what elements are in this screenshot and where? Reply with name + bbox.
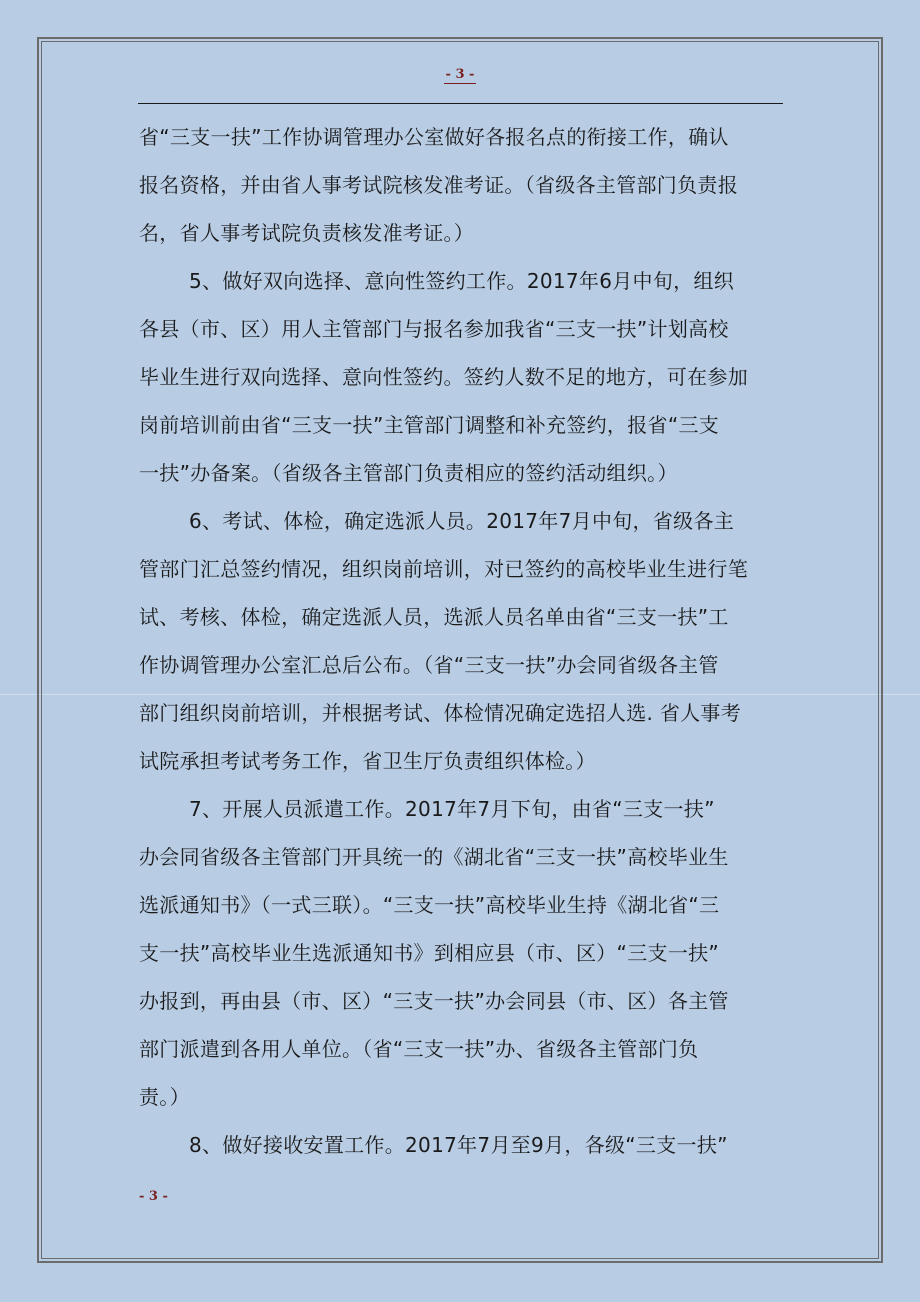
text-line: 管部门汇总签约情况，组织岗前培训，对已签约的高校毕业生进行笔: [139, 557, 748, 581]
text-line: 部门组织岗前培训，并根据考试、体检情况确定选招人选. 省人事考: [139, 701, 742, 725]
text-line: 试院承担考试考务工作，省卫生厅负责组织体检。）: [139, 749, 596, 773]
text-line: 省“三支一扶”工作协调管理办公室做好各报名点的衔接工作，确认: [139, 125, 729, 149]
text-line: 岗前培训前由省“三支一扶”主管部门调整和补充签约，报省“三支: [139, 413, 720, 437]
paragraph-start-line: 6、考试、体检，确定选派人员。2017年7月中旬，省级各主: [189, 509, 735, 533]
text-line: 毕业生进行双向选择、意向性签约。签约人数不足的地方，可在参加: [139, 365, 748, 389]
text-line: 办会同省级各主管部门开具统一的《湖北省“三支一扶”高校毕业生: [139, 845, 729, 869]
text-line: 报名资格，并由省人事考试院核发准考证。（省级各主管部门负责报: [139, 173, 738, 197]
text-line: 选派通知书》（一式三联）。“三支一扶”高校毕业生持《湖北省“三: [139, 893, 720, 917]
text-line: 试、考核、体检，确定选派人员，选派人员名单由省“三支一扶”工: [139, 605, 729, 629]
text-line: 责。）: [139, 1085, 190, 1109]
text-line: 名，省人事考试院负责核发准考证。）: [139, 221, 475, 245]
text-line: 各县（市、区）用人主管部门与报名参加我省“三支一扶”计划高校: [139, 317, 729, 341]
footer-page-number: - 3 -: [139, 1189, 168, 1204]
header-page-number: - 3 -: [445, 67, 475, 82]
header-rule: [138, 103, 783, 104]
text-line: 一扶”办备案。（省级各主管部门负责相应的签约活动组织。）: [139, 461, 678, 485]
paragraph-start-line: 8、做好接收安置工作。2017年7月至9月，各级“三支一扶”: [189, 1133, 728, 1157]
paragraph-start-line: 5、做好双向选择、意向性签约工作。2017年6月中旬，组织: [189, 269, 735, 293]
text-line: 作协调管理办公室汇总后公布。（省“三支一扶”办会同省级各主管: [139, 653, 719, 677]
paragraph-start-line: 7、开展人员派遣工作。2017年7月下旬，由省“三支一扶”: [189, 797, 715, 821]
text-line: 部门派遣到各用人单位。（省“三支一扶”办、省级各主管部门负: [139, 1037, 699, 1061]
document-body: [139, 113, 784, 1169]
text-line: 支一扶”高校毕业生选派通知书》到相应县（市、区）“三支一扶”: [139, 941, 720, 965]
text-line: 办报到，再由县（市、区）“三支一扶”办会同县（市、区）各主管: [139, 989, 729, 1013]
